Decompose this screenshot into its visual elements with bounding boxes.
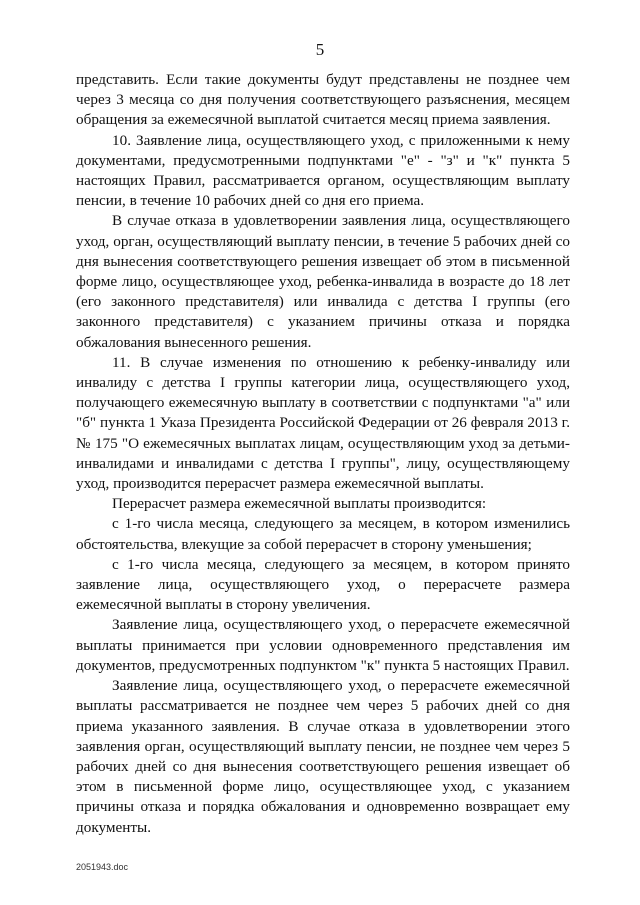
paragraph: В случае отказа в удовлетворении заявления лица, осуществляющего уход, орган, осуществляющий выплату пенсии, в течение 5 рабочих дней со дня вынесения соответствующего решения извещает об этом в письменной форме лицо, осуществляющее уход, ребенка-инвалида в возрасте до 18 лет (его законного представителя) или инвалида с детства I группы (его законного представителя) с указанием причины отказа и порядка обжалования вынесенного решения. bbox=[76, 212, 570, 351]
file-name-footer: 2051943.doc bbox=[76, 862, 129, 872]
paragraph: Перерасчет размера ежемесячной выплаты производится: bbox=[112, 495, 487, 513]
paragraph: 10. Заявление лица, осуществляющего уход, с приложенными к нему документами, предусмотренными подпунктами "е" - "з" и "к" пункта 5 настоящих Правил, рассматривается органом, осуществляющим выплату пенсии, в течение 10 рабочих дней со дня его приема. bbox=[76, 131, 570, 210]
paragraph: с 1-го числа месяца, следующего за месяцем, в котором изменились обстоятельства, влекущие за собой перерасчет в сторону уменьшения; bbox=[76, 515, 570, 553]
page-number: 5 bbox=[315, 40, 325, 59]
document-body bbox=[76, 70, 570, 838]
paragraph: 11. В случае изменения по отношению к ребенку-инвалиду или инвалиду с детства I группы категории лица, осуществляющего уход, получающего ежемесячную выплату в соответствии с подпунктами "а" или "б" пункта 1 Указа Президента Российской Федерации от 26 февраля 2013 г. № 175 "О ежемесячных выплатах лицам, осуществляющим уход за детьми-инвалидами и инвалидами с детства I группы", лицу, осуществляющему уход, производится перерасчет размера ежемесячной выплаты. bbox=[76, 353, 570, 493]
paragraph: Заявление лица, осуществляющего уход, о перерасчете ежемесячной выплаты принимается при условии одновременного представления им документов, предусмотренных подпунктом "к" пункта 5 настоящих Правил. bbox=[76, 616, 570, 674]
paragraph: с 1-го числа месяца, следующего за месяцем, в котором принято заявление лица, осуществляющего уход, о перерасчете размера ежемесячной выплаты в сторону увеличения. bbox=[76, 555, 570, 614]
paragraph: Заявление лица, осуществляющего уход, о перерасчете ежемесячной выплаты рассматривается не позднее чем через 5 рабочих дней со дня приема указанного заявления. В случае отказа в удовлетворении этого заявления орган, осуществляющий выплату пенсии, не позднее чем через 5 рабочих дней со дня вынесения соответствующего решения извещает об этом в письменной форме лицо, осуществляющее уход, с указанием причины отказа и порядка обжалования и одновременно возвращает ему документы. bbox=[76, 677, 570, 836]
paragraph: представить. Если такие документы будут представлены не позднее чем через 3 месяца со дня получения соответствующего разъяснения, месяцем обращения за ежемесячной выплатой считается месяц приема заявления. bbox=[76, 71, 570, 129]
